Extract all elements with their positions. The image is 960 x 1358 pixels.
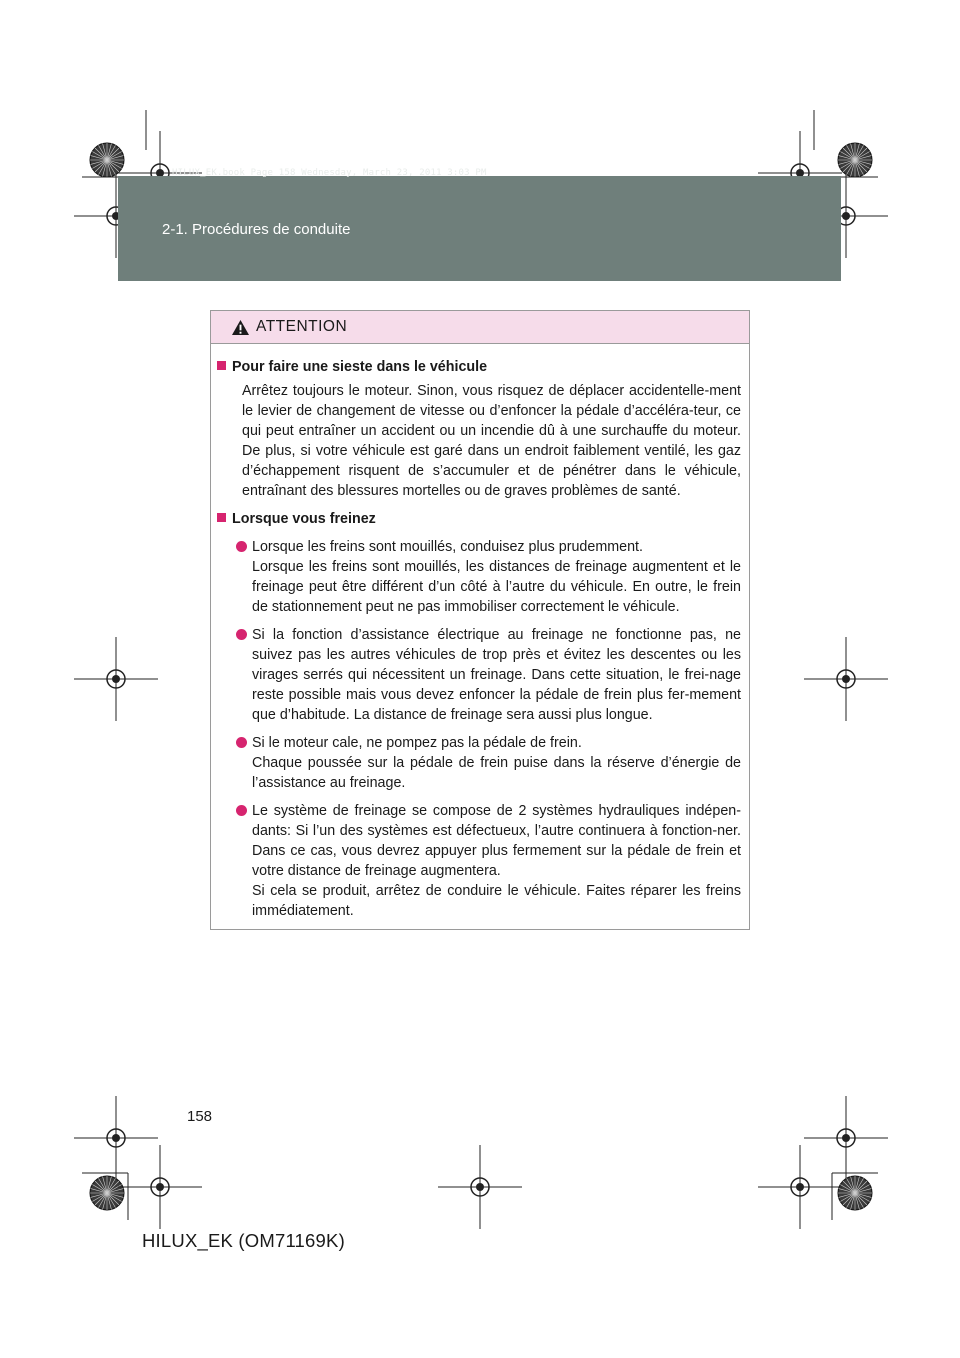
square-bullet-icon	[217, 361, 226, 370]
bullet-line: Lorsque les freins sont mouillés, conduisez plus prudemment.	[252, 539, 643, 555]
round-bullet-icon	[236, 541, 247, 552]
bullet-line: Chaque poussée sur la pédale de frein puise dans la réserve d’énergie de l’assistance au freinage.	[252, 755, 741, 791]
square-bullet-icon	[217, 513, 226, 522]
target-dot-icon	[476, 1183, 484, 1191]
book-stamp: HILUX_EK.book Page 158 Wednesday, March 23, 2011 3:03 PM	[172, 168, 487, 178]
target-dot-icon	[156, 1183, 164, 1191]
target-dot-icon	[842, 675, 850, 683]
warning-triangle-icon	[231, 319, 250, 336]
round-bullet-icon	[236, 629, 247, 640]
paragraph-text: Arrêtez toujours le moteur. Sinon, vous risquez de déplacer accidentelle-ment le levier de changement de vitesse ou d’enfoncer la pédale d’accéléra-teur, ce qui peut entraîner un accident ou un incendie dû à une surchauffe du moteur. De plus, si votre véhicule est garé dans un endroit faiblement ventilé, les gaz d’échappement risquent de s’accumuler et de pénétrer dans le véhicule, entraînant des blessures mortelles ou de graves problèmes de santé.	[242, 383, 741, 499]
warning-body	[211, 344, 749, 921]
warning-box	[210, 310, 750, 930]
target-dot-icon	[112, 675, 120, 683]
bullet-line: Si la fonction d’assistance électrique au freinage ne fonctionne pas, ne suivez pas les autres véhicules de trop près et évitez les descentes ou les virages serrés qui nécessitent un freinage. Dans cette situation, le frei-nage reste possible mais vous devez enfoncer la pédale de frein plus fer-mement que d’habitude. La distance de freinage sera aussi plus longue.	[252, 627, 741, 723]
page-number: 158	[187, 1108, 213, 1125]
section-title: 2-1. Procédures de conduite	[162, 221, 351, 238]
topic-heading	[217, 509, 741, 529]
list-item	[236, 733, 741, 793]
list-item	[236, 625, 741, 725]
footer-code: HILUX_EK (OM71169K)	[142, 1230, 345, 1251]
list-item	[236, 537, 741, 617]
bullet-line: Lorsque les freins sont mouillés, les distances de freinage augmentent et le freinage peut être différent d’un côté à l’autre du véhicule. En outre, le frein de stationnement peut ne pas immobiliser correctement le véhicule.	[252, 559, 741, 615]
warning-label: ATTENTION	[256, 318, 348, 335]
topic-paragraph	[242, 381, 741, 501]
target-dot-icon	[796, 1183, 804, 1191]
bullet-line: Le système de freinage se compose de 2 systèmes hydrauliques indépen-dants: Si l’un des systèmes est défectueux, l’autre continuera à fonction-ner. Dans ce cas, vous devrez appuyer plus fermement sur la pédale de frein et votre distance de freinage augmentera.	[252, 803, 741, 879]
topic-title: Lorsque vous freinez	[232, 511, 376, 527]
target-dot-icon	[842, 1134, 850, 1142]
bullet-line: Si le moteur cale, ne pompez pas la pédale de frein.	[252, 735, 582, 751]
target-dot-icon	[112, 1134, 120, 1142]
list-item	[236, 801, 741, 921]
round-bullet-icon	[236, 805, 247, 816]
topic-title: Pour faire une sieste dans le véhicule	[232, 359, 488, 375]
warning-header	[211, 311, 749, 344]
target-dot-icon	[842, 212, 850, 220]
topic-heading	[217, 357, 741, 377]
round-bullet-icon	[236, 737, 247, 748]
bullet-line: Si cela se produit, arrêtez de conduire le véhicule. Faites réparer les freins immédiatement.	[252, 883, 741, 919]
